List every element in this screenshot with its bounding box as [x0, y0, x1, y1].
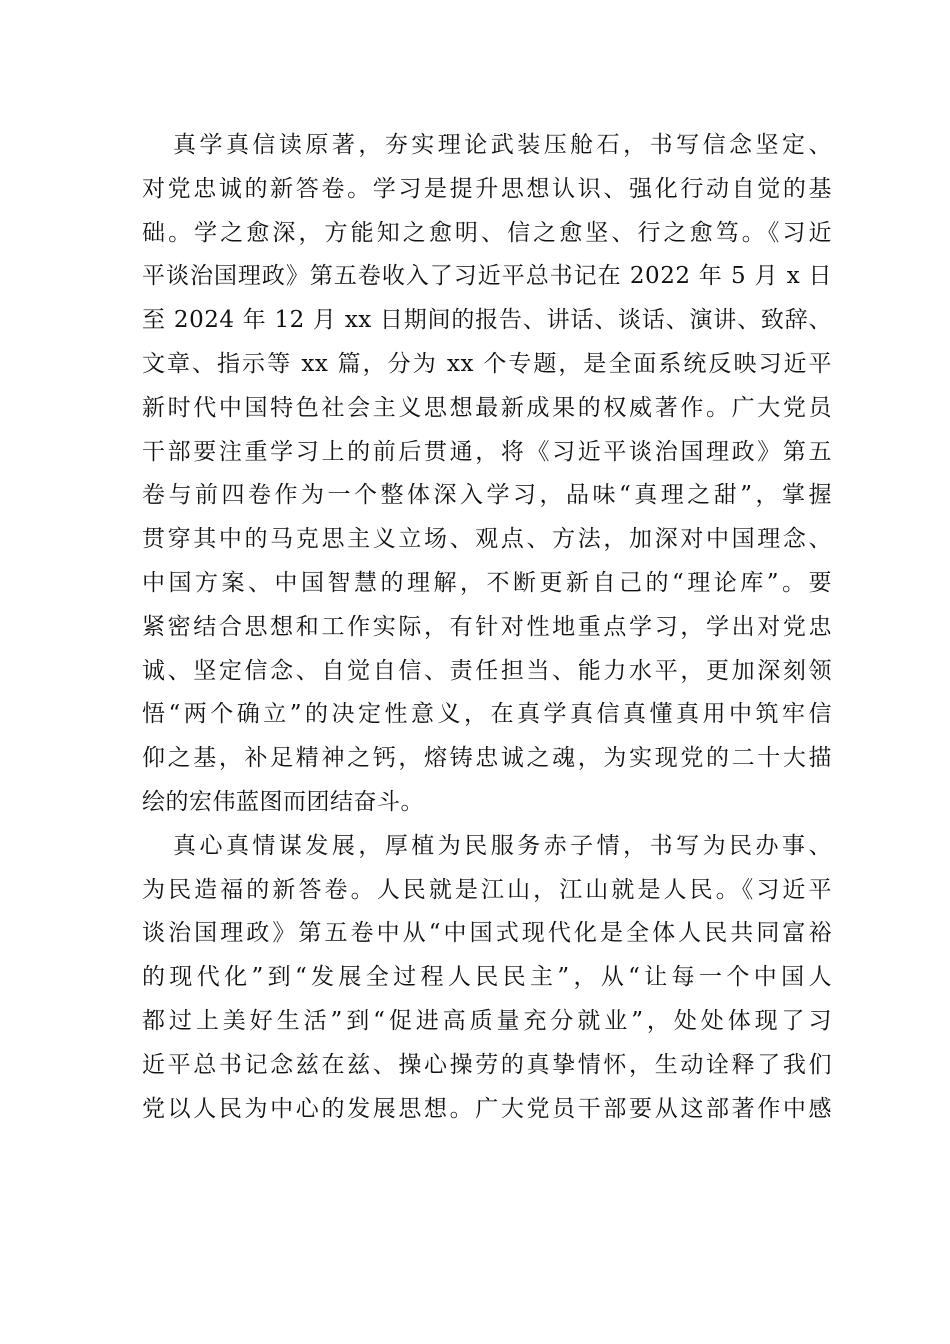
paragraph-line: 真学真信读原著，夯实理论武装压舱石，书写信念坚定、 — [173, 132, 832, 158]
paragraph-line: 真心真情谋发展，厚植为民服务赤子情，书写为民办事、 — [173, 832, 832, 859]
paragraph-line: 新时代中国特色社会主义思想最新成果的权威著作。广大党员 — [142, 394, 832, 421]
paragraph-line: 仰之基，补足精神之钙，熔铸忠诚之魂，为实现党的二十大描 — [142, 745, 832, 772]
paragraph-2 — [142, 825, 832, 1132]
paragraph-line: 贯穿其中的马克思主义立场、观点、方法，加深对中国理念、 — [142, 526, 832, 553]
paragraph-line: 的现代化”到“发展全过程人民民主”，从“让每一个中国人 — [142, 964, 832, 991]
paragraph-line: 为民造福的新答卷。人民就是江山，江山就是人民。《习近平 — [142, 876, 832, 903]
paragraph-line: 近平总书记念兹在兹、操心操劳的真挚情怀，生动诠释了我们 — [142, 1051, 832, 1078]
paragraph-line: 谈治国理政》第五卷中从“中国式现代化是全体人民共同富裕 — [142, 920, 832, 947]
paragraph-line: 文章、指示等 xx 篇，分为 xx 个专题，是全面系统反映习近平 — [142, 350, 832, 377]
paragraph-line: 紧密结合思想和工作实际，有针对性地重点学习，学出对党忠 — [142, 613, 832, 640]
paragraph-line: 中国方案、中国智慧的理解，不断更新自己的“理论库”。要 — [142, 569, 832, 596]
paragraph-line: 至 2024 年 12 月 xx 日期间的报告、讲话、谈话、演讲、致辞、 — [142, 307, 832, 334]
paragraph-line: 党以人民为中心的发展思想。广大党员干部要从这部著作中感 — [142, 1095, 832, 1122]
paragraph-line: 础。学之愈深，方能知之愈明、信之愈坚、行之愈笃。《习近 — [142, 219, 832, 246]
paragraph-line: 干部要注重学习上的前后贯通，将《习近平谈治国理政》第五 — [142, 438, 832, 465]
paragraph-line: 诚、坚定信念、自觉自信、责任担当、能力水平，更加深刻领 — [142, 657, 832, 684]
paragraph-line: 绘的宏伟蓝图而团结奋斗。 — [142, 788, 424, 815]
paragraph-1 — [142, 124, 832, 825]
paragraph-line: 都过上美好生活”到“促进高质量充分就业”，处处体现了习 — [142, 1007, 832, 1034]
paragraph-line: 悟“两个确立”的决定性意义，在真学真信真懂真用中筑牢信 — [142, 701, 832, 728]
paragraph-line: 卷与前四卷作为一个整体深入学习，品味“真理之甜”，掌握 — [142, 482, 832, 509]
paragraph-line: 平谈治国理政》第五卷收入了习近平总书记在 2022 年 5 月 x 日 — [142, 263, 832, 290]
body-text — [142, 124, 832, 1131]
paragraph-line: 对党忠诚的新答卷。学习是提升思想认识、强化行动自觉的基 — [142, 175, 832, 202]
